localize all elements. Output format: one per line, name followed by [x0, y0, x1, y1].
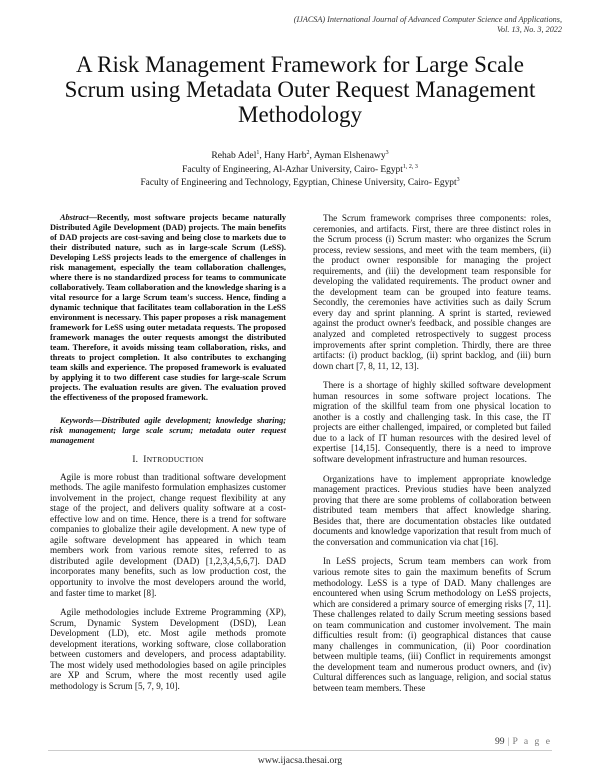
page-label: P a g e — [512, 736, 552, 747]
affiliation-text: Faculty of Engineering and Technology, Egyptian, Chinese University, Cairo- Egypt — [140, 178, 457, 188]
author-name: Rehab Adel — [211, 150, 257, 161]
affiliation-superscript: 1, 2, 3 — [402, 163, 418, 170]
author-superscript: 3 — [385, 149, 389, 156]
author-superscript: 2 — [306, 149, 310, 156]
section-initial: I — [143, 455, 147, 465]
body-paragraph: In LeSS projects, Scrum team members can work from various remote sites to gain the maximum benefits of Scrum methodology. LeSS is a type of DAD. Many challenges are encountered when using Scrum methodology on LeSS projects, which are considered a primary source of emerging risks [7, 11]. These challenges related to daily Scrum meeting sessions based on team communication and customer involvement. The main difficulties result from: (i) geographical distances that cause many challenges in communication, (ii) Poor coordination between multiple teams, (iii) Conflict in requirements amongst the development team and numerous product owners, and (iv) Cultural differences such as language, religion, and social status between team members. These — [313, 556, 551, 693]
author-name: Hany Harb — [264, 150, 307, 161]
paper-title — [40, 52, 560, 127]
section-heading-introduction — [50, 455, 286, 466]
footer-url: www.ijacsa.thesai.org — [257, 755, 343, 766]
section-numeral: I. — [132, 455, 139, 465]
right-column — [313, 213, 551, 694]
section-title-rest: NTRODUCTION — [146, 455, 204, 464]
affiliation-2 — [40, 177, 560, 189]
journal-header — [222, 15, 562, 35]
abstract-label: Abstract— — [60, 213, 97, 222]
page-separator: | — [507, 736, 510, 747]
footer-divider — [48, 750, 552, 751]
left-column — [50, 213, 286, 691]
affiliation-1 — [40, 164, 560, 176]
keywords: Keywords—Distributed agile development; knowledge sharing; risk management; large scale scrum; metadata outer request management — [50, 416, 286, 445]
body-paragraph: Organizations have to implement appropriate knowledge management practices. Previous studies have been analyzed proving that there are some problems of collaboration between distributed team members that affect knowledge sharing. Besides that, there are documentation obstacles like outdated documents and knowledge vaporization that result from much of the conversation and communication via chat [16]. — [313, 473, 551, 547]
body-paragraph: The Scrum framework comprises three components: roles, ceremonies, and artifacts. First, there are three distinct roles in the Scrum process (i) Scrum master: who organizes the Scrum process, review sessions, and meet with the team members, (ii) the product owner responsible for managing the project requirements, and (iii) the development team responsible for developing the validated requirements. The product owner and the development team can be grouped into feature teams. Secondly, the ceremonies have activities such as daily Scrum every day and sprint planning. A sprint is started, reviewed against the product owner's feedback, and possible changes are analyzed and completed retrospectively to suggest process improvements after sprint completion. Thirdly, there are three artifacts: (i) product backlog, (ii) sprint backlog, and (iii) burn down chart [7, 8, 11, 12, 13]. — [313, 213, 551, 371]
journal-name: (IJACSA) International Journal of Advanced Computer Science and Applications, — [293, 15, 562, 24]
abstract-text: Recently, most software projects became naturally Distributed Agile Development (DAD) projects. The main benefits of DAD projects are cost-saving and being close to markets due to their distributed nature, such as in large-scale Scrum (LeSS). Developing LeSS projects leads to the emergence of challenges in risk management, especially the team collaboration challenges, where there is no standardized process for teams to communicate collaboratively. Team collaboration and the knowledge sharing is a vital resource for a large Scrum team's success. Hence, finding a dynamic technique that facilitates team collaboration in the LeSS environment is necessary. This paper proposes a risk management framework for LeSS using outer metadata requests. The proposed framework manages the outer requests amongst the distributed team. Therefore, it avoids missing team collaboration, risks, and threats to project completion. It also contributes to exchanging team skills and experience. The proposed framework is evaluated by applying it to two different case studies for large-scale Scrum projects. The evaluation results are given. The evaluation proved the effectiveness of the proposed framework. — [50, 213, 286, 402]
journal-volume: Vol. 13, No. 3, 2022 — [496, 25, 562, 34]
title-line-2: Scrum using Metadata Outer Request Management — [64, 77, 536, 102]
title-line-1: A Risk Management Framework for Large Scale — [76, 52, 524, 77]
body-paragraph: Agile methodologies include Extreme Programming (XP), Scrum, Dynamic System Development (DSD), Lean Development (LD), etc. Most agile methods promote development iterations, working software, close collaboration between customers and developers, and process adaptability. The most widely used methodologies based on agile principles are XP and Scrum, where the most recently used agile methodology is Scrum [5, 7, 9, 10]. — [50, 607, 286, 691]
affiliation-text: Faculty of Engineering, Al-Azhar University, Cairo- Egypt — [182, 165, 403, 175]
body-paragraph: Agile is more robust than traditional software development methods. The agile manifesto formulation emphasizes customer involvement in the project, change request flexibility at any stage of the project, and delivers quality software at a cost-effective low and on time. Hence, there is a trend for software companies to globalize their agile development. A new type of agile software development has appeared in which team members work from various remote sites, referred to as distributed agile development (DAD) [1,2,3,4,5,6,7]. DAD incorporates many benefits, such as low production cost, the opportunity to involve the most developers around the world, and faster time to market [8]. — [50, 471, 286, 598]
body-paragraph: There is a shortage of highly skilled software development human resources in some software project locations. The migration of the skillful team from one physical location to another is a costly and challenging task. In this case, the IT projects are either challenged, impaired, or completed but failed due to a lack of IT human resources with the desired level of expertise [14,15]. Consequently, there is a need to improve software development infrastructure and human resources. — [313, 380, 551, 465]
author-name: Ayman Elshenawy — [313, 150, 386, 161]
affiliation-superscript: 3 — [456, 176, 460, 183]
title-line-3: Methodology — [238, 102, 362, 127]
page-number-value: 99 — [494, 736, 505, 747]
page-number — [495, 736, 552, 747]
author-list: Rehab Adel$^1$, Hany Harb$^2$, Ayman Elshenawy$^3$ — [211, 149, 389, 161]
author-superscript: 1 — [256, 149, 260, 156]
abstract — [50, 213, 286, 403]
